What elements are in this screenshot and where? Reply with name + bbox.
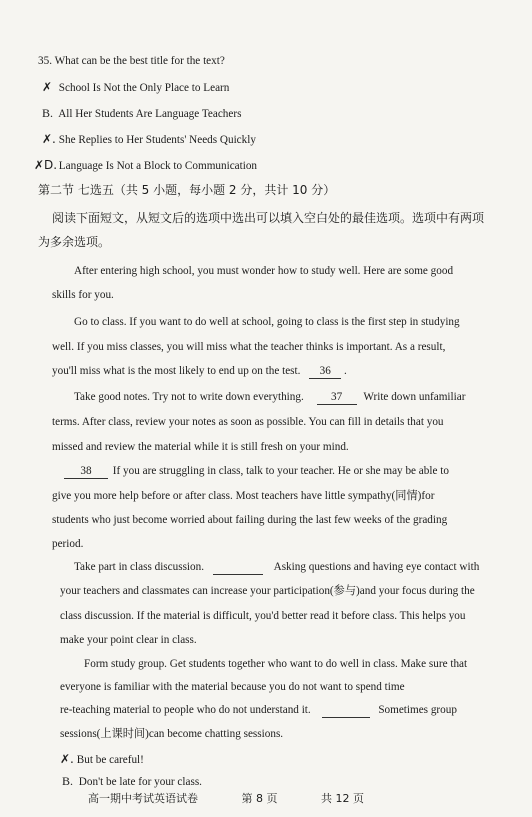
section-instruction-line-2: 为多余选项。 bbox=[38, 235, 111, 249]
passage-p2-line-3: you'll miss what is the most likely to end up on the test. 36 . bbox=[52, 365, 347, 377]
option-d-text: Language Is Not a Block to Communication bbox=[58, 160, 258, 172]
passage-p1-line-2: skills for you. bbox=[52, 289, 114, 301]
option-a-cross-mark: ✗ bbox=[42, 80, 53, 94]
passage-p3-line-1-tail: Write down unfamiliar bbox=[363, 391, 466, 403]
choice-b-letter: B. bbox=[62, 774, 74, 788]
blank-38: 38 bbox=[64, 464, 108, 479]
question-35-option-b bbox=[42, 106, 241, 121]
choice-a-text: But be careful! bbox=[76, 754, 144, 766]
option-d-cross-mark: ✗D. bbox=[34, 158, 58, 172]
blank-37: 37 bbox=[317, 390, 357, 405]
passage-p4-line-4: period. bbox=[52, 538, 84, 550]
blank-39 bbox=[213, 560, 263, 575]
blank-40 bbox=[322, 703, 370, 718]
option-b-text: All Her Students Are Language Teachers bbox=[58, 108, 242, 120]
passage-p5-line-3: class discussion. If the material is difficult, you'd better read it before class. This helps you bbox=[60, 610, 466, 622]
section-heading: 第二节 七选五（共 5 小题，每小题 2 分，共计 10 分） bbox=[38, 183, 336, 197]
passage-p5-line-1-text: Take part in class discussion. bbox=[74, 561, 205, 573]
page-footer bbox=[88, 790, 404, 806]
passage-p3-line-1-text: Take good notes. Try not to write down everything. bbox=[74, 391, 304, 403]
footer-exam-title: 高一期中考试英语试卷 bbox=[88, 792, 198, 805]
passage-p4-line-3: students who just become worried about failing during the last few weeks of the grading bbox=[52, 514, 448, 526]
choice-b-text: Don't be late for your class. bbox=[78, 776, 202, 788]
passage-p3-line-3: missed and review the material while it is still fresh on your mind. bbox=[52, 441, 349, 453]
question-35-option-a bbox=[42, 80, 229, 95]
passage-p6-line-4: sessions(上课时间)can become chatting sessions. bbox=[60, 728, 284, 740]
choice-b bbox=[62, 774, 202, 789]
passage-p6-line-3-text: re-teaching material to people who do not understand it. bbox=[60, 704, 311, 716]
passage-p5-line-1 bbox=[74, 560, 479, 575]
passage-p4-line-2: give you more help before or after class. Most teachers have little sympathy(同情)for bbox=[52, 490, 435, 502]
passage-p1-line-1: After entering high school, you must wonder how to study well. Here are some good bbox=[74, 265, 454, 277]
passage-p4-line-1-text: If you are struggling in class, talk to your teacher. He or she may be able to bbox=[112, 465, 449, 477]
passage-p5-line-1-tail: Asking questions and having eye contact with bbox=[273, 561, 480, 573]
option-a-text: School Is Not the Only Place to Learn bbox=[58, 82, 230, 94]
passage-p6-line-2: everyone is familiar with the material because you do not want to spend time bbox=[60, 681, 405, 693]
passage-p5-line-2: your teachers and classmates can increase your participation(参与)and your focus during the bbox=[60, 585, 475, 597]
option-c-cross-mark: ✗. bbox=[42, 132, 56, 146]
question-35-option-c bbox=[42, 132, 256, 147]
passage-p2-line-1: Go to class. If you want to do well at school, going to class is the first step in studying bbox=[74, 316, 460, 328]
passage-p2-line-3-text: you'll miss what is the most likely to end up on the test. bbox=[52, 365, 301, 377]
choice-a-cross-mark: ✗. bbox=[60, 752, 74, 766]
passage-p6-line-3-tail: Sometimes group bbox=[378, 704, 457, 716]
footer-total-pages: 共 12 页 bbox=[321, 792, 364, 805]
passage-p3-line-2: terms. After class, review your notes as soon as possible. You can fill in details that you bbox=[52, 416, 444, 428]
section-instruction-line-1: 阅读下面短文，从短文后的选项中选出可以填入空白处的最佳选项。选项中有两项 bbox=[52, 211, 485, 225]
question-35-option-d bbox=[34, 158, 257, 173]
passage-p5-line-4: make your point clear in class. bbox=[60, 634, 197, 646]
passage-p3-line-1 bbox=[74, 390, 465, 405]
passage-p2-line-2: well. If you miss classes, you will miss what the teacher thinks is important. As a result, bbox=[52, 341, 446, 353]
option-c-text: She Replies to Her Students' Needs Quickly bbox=[58, 134, 256, 146]
passage-p6-line-3 bbox=[60, 703, 457, 718]
footer-page-number: 第 8 页 bbox=[241, 792, 278, 805]
question-35-stem: 35. What can be the best title for the text? bbox=[38, 55, 225, 67]
choice-a bbox=[60, 752, 144, 767]
option-b-letter: B. bbox=[42, 106, 54, 120]
passage-p4-line-1 bbox=[64, 464, 449, 479]
blank-36: 36 bbox=[309, 364, 341, 379]
passage-p6-line-1: Form study group. Get students together who want to do well in class. Make sure that bbox=[84, 658, 468, 670]
